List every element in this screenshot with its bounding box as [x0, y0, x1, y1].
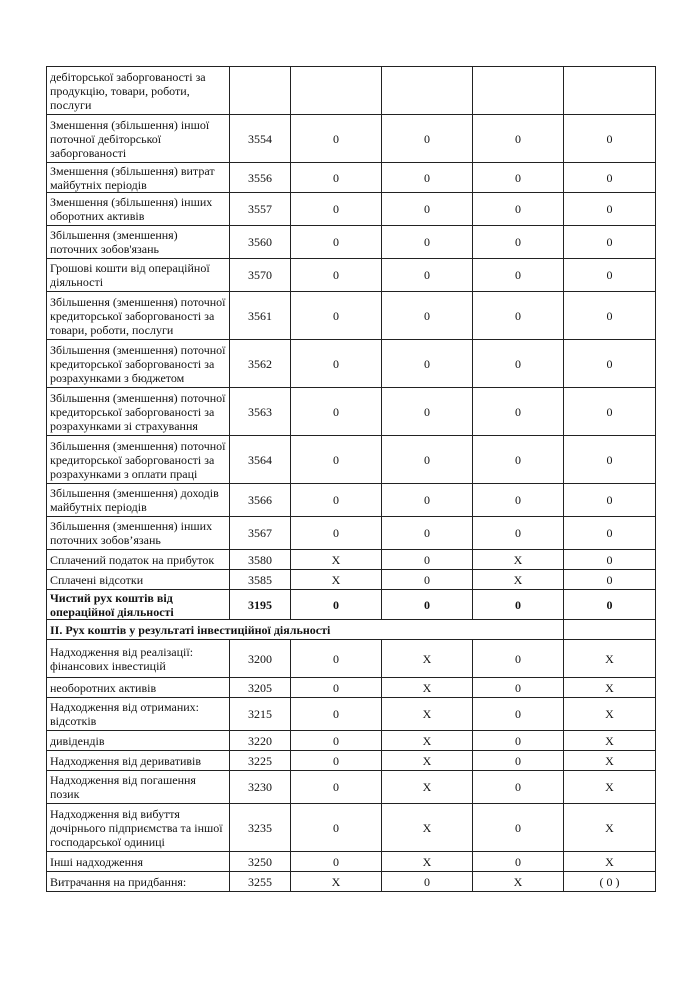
row-value: 0 [291, 193, 382, 226]
row-value: 0 [473, 226, 564, 259]
row-name: Збільшення (зменшення) поточних зобов'язань [47, 226, 230, 259]
row-value: ( 0 ) [564, 872, 656, 892]
row-name: Сплачені відсотки [47, 570, 230, 590]
row-value: 0 [564, 340, 656, 388]
row-value: 0 [291, 226, 382, 259]
row-value: 0 [473, 698, 564, 731]
row-value: 0 [473, 751, 564, 771]
row-value: X [564, 678, 656, 698]
table-row [47, 436, 656, 484]
row-value: 0 [382, 484, 473, 517]
row-name: Інші надходження [47, 852, 230, 872]
row-name: Збільшення (зменшення) інших поточних зобов’язань [47, 517, 230, 550]
row-code: 3195 [230, 590, 291, 620]
row-name: Витрачання на придбання: [47, 872, 230, 892]
row-value: 0 [291, 731, 382, 751]
row-value: 0 [473, 340, 564, 388]
row-code: 3215 [230, 698, 291, 731]
cash-flow-table [46, 66, 656, 892]
row-value: 0 [382, 590, 473, 620]
row-value: 0 [291, 292, 382, 340]
row-code: 3225 [230, 751, 291, 771]
table-row [47, 67, 656, 115]
table-row [47, 872, 656, 892]
row-value: X [382, 731, 473, 751]
row-value: X [564, 731, 656, 751]
row-code: 3556 [230, 163, 291, 193]
row-name: Сплачений податок на прибуток [47, 550, 230, 570]
row-name: Надходження від реалізації: фінансових інвестицій [47, 640, 230, 678]
row-value: 0 [564, 388, 656, 436]
row-value: 0 [473, 193, 564, 226]
row-value: 0 [473, 852, 564, 872]
row-value: 0 [291, 698, 382, 731]
row-value: X [382, 678, 473, 698]
table-row [47, 731, 656, 751]
row-value: X [291, 570, 382, 590]
table-row [47, 640, 656, 678]
row-name: Зменшення (збільшення) іншої поточної дебіторської заборгованості [47, 115, 230, 163]
row-value: 0 [473, 388, 564, 436]
table-row [47, 517, 656, 550]
row-value: X [382, 640, 473, 678]
row-value: 0 [382, 292, 473, 340]
row-code: 3560 [230, 226, 291, 259]
table-row [47, 852, 656, 872]
row-name: Збільшення (зменшення) поточної кредиторської заборгованості за розрахунками зі страхування [47, 388, 230, 436]
row-value: 0 [473, 436, 564, 484]
row-value: X [564, 640, 656, 678]
section-header-row [47, 620, 656, 640]
row-value: X [382, 804, 473, 852]
row-value: 0 [473, 678, 564, 698]
row-value: 0 [291, 771, 382, 804]
row-code: 3250 [230, 852, 291, 872]
row-code: 3554 [230, 115, 291, 163]
row-code: 3580 [230, 550, 291, 570]
row-value: 0 [564, 163, 656, 193]
row-value: 0 [291, 388, 382, 436]
row-code: 3563 [230, 388, 291, 436]
row-value: 0 [382, 115, 473, 163]
row-value: X [564, 751, 656, 771]
table-row [47, 590, 656, 620]
row-value: X [473, 872, 564, 892]
row-code: 3566 [230, 484, 291, 517]
row-value: 0 [473, 731, 564, 751]
row-code [230, 67, 291, 115]
row-value: X [291, 872, 382, 892]
row-value: 0 [473, 517, 564, 550]
table-row [47, 771, 656, 804]
row-value: 0 [291, 640, 382, 678]
row-name: Зменшення (збільшення) інших оборотних активів [47, 193, 230, 226]
row-value: 0 [473, 590, 564, 620]
row-value: X [473, 570, 564, 590]
table-row [47, 698, 656, 731]
row-name: Надходження від вибуття дочірнього підприємства та іншої господарської одиниці [47, 804, 230, 852]
row-value: 0 [473, 115, 564, 163]
row-code: 3205 [230, 678, 291, 698]
row-value: 0 [564, 484, 656, 517]
table-row [47, 550, 656, 570]
table-row [47, 292, 656, 340]
row-value: 0 [291, 436, 382, 484]
row-value [473, 67, 564, 115]
row-name: Надходження від деривативів [47, 751, 230, 771]
row-value: 0 [291, 751, 382, 771]
row-code: 3220 [230, 731, 291, 751]
row-name: дивідендів [47, 731, 230, 751]
row-value: 0 [564, 590, 656, 620]
row-name: необоротних активів [47, 678, 230, 698]
row-value: X [382, 771, 473, 804]
section-blank-cell [564, 620, 656, 640]
row-value: 0 [473, 292, 564, 340]
row-value: 0 [291, 517, 382, 550]
row-value: 0 [473, 484, 564, 517]
table-row [47, 115, 656, 163]
row-code: 3564 [230, 436, 291, 484]
row-code: 3567 [230, 517, 291, 550]
row-code: 3235 [230, 804, 291, 852]
row-value: 0 [382, 550, 473, 570]
row-value: 0 [564, 115, 656, 163]
row-code: 3557 [230, 193, 291, 226]
table-row [47, 193, 656, 226]
row-value: 0 [473, 804, 564, 852]
row-name: Збільшення (зменшення) поточної кредиторської заборгованості за розрахунками з бюджетом [47, 340, 230, 388]
row-code: 3570 [230, 259, 291, 292]
row-value: 0 [382, 388, 473, 436]
row-value: 0 [564, 570, 656, 590]
row-value: 0 [382, 259, 473, 292]
row-name: Зменшення (збільшення) витрат майбутніх періодів [47, 163, 230, 193]
row-value: 0 [382, 193, 473, 226]
row-value: 0 [382, 517, 473, 550]
row-name: Надходження від погашення позик [47, 771, 230, 804]
row-value: 0 [473, 771, 564, 804]
row-value: 0 [564, 550, 656, 570]
row-value: 0 [291, 678, 382, 698]
section-title: II. Рух коштів у результаті інвестиційної діяльності [47, 620, 564, 640]
row-value: 0 [382, 436, 473, 484]
row-value: 0 [564, 292, 656, 340]
row-name: Надходження від отриманих: відсотків [47, 698, 230, 731]
row-value: X [382, 751, 473, 771]
row-value: 0 [473, 259, 564, 292]
row-value: 0 [382, 340, 473, 388]
row-name: Грошові кошти від операційної діяльності [47, 259, 230, 292]
row-value: 0 [291, 804, 382, 852]
row-value: 0 [291, 163, 382, 193]
row-value: 0 [291, 259, 382, 292]
row-value: X [564, 698, 656, 731]
row-value: 0 [291, 590, 382, 620]
row-code: 3200 [230, 640, 291, 678]
row-value: 0 [564, 226, 656, 259]
row-value: 0 [291, 852, 382, 872]
row-value: X [564, 852, 656, 872]
row-value: 0 [473, 163, 564, 193]
row-value: 0 [473, 640, 564, 678]
row-value: 0 [564, 259, 656, 292]
row-value: 0 [564, 436, 656, 484]
row-value: 0 [291, 115, 382, 163]
row-value [382, 67, 473, 115]
row-code: 3562 [230, 340, 291, 388]
row-value: 0 [382, 872, 473, 892]
table-row [47, 751, 656, 771]
row-value: 0 [291, 340, 382, 388]
row-value: 0 [291, 484, 382, 517]
row-code: 3561 [230, 292, 291, 340]
row-value: 0 [382, 226, 473, 259]
table-row [47, 678, 656, 698]
row-value [291, 67, 382, 115]
table-row [47, 804, 656, 852]
row-value: X [382, 852, 473, 872]
row-code: 3230 [230, 771, 291, 804]
row-code: 3255 [230, 872, 291, 892]
row-name: Збільшення (зменшення) доходів майбутніх періодів [47, 484, 230, 517]
row-value: 0 [382, 163, 473, 193]
row-name: Збільшення (зменшення) поточної кредиторської заборгованості за товари, роботи, послуги [47, 292, 230, 340]
row-value: X [564, 804, 656, 852]
table-row [47, 340, 656, 388]
row-name: дебіторської заборгованості за продукцію, товари, роботи, послуги [47, 67, 230, 115]
row-value: 0 [564, 517, 656, 550]
row-value: 0 [382, 570, 473, 590]
table-row [47, 570, 656, 590]
table-row [47, 259, 656, 292]
table-row [47, 484, 656, 517]
row-value [564, 67, 656, 115]
table-row [47, 388, 656, 436]
row-value: X [473, 550, 564, 570]
table-row [47, 226, 656, 259]
row-value: X [382, 698, 473, 731]
row-value: X [564, 771, 656, 804]
row-value: 0 [564, 193, 656, 226]
table-row [47, 163, 656, 193]
row-value: X [291, 550, 382, 570]
row-name: Збільшення (зменшення) поточної кредиторської заборгованості за розрахунками з оплати праці [47, 436, 230, 484]
row-name: Чистий рух коштів від операційної діяльності [47, 590, 230, 620]
row-code: 3585 [230, 570, 291, 590]
